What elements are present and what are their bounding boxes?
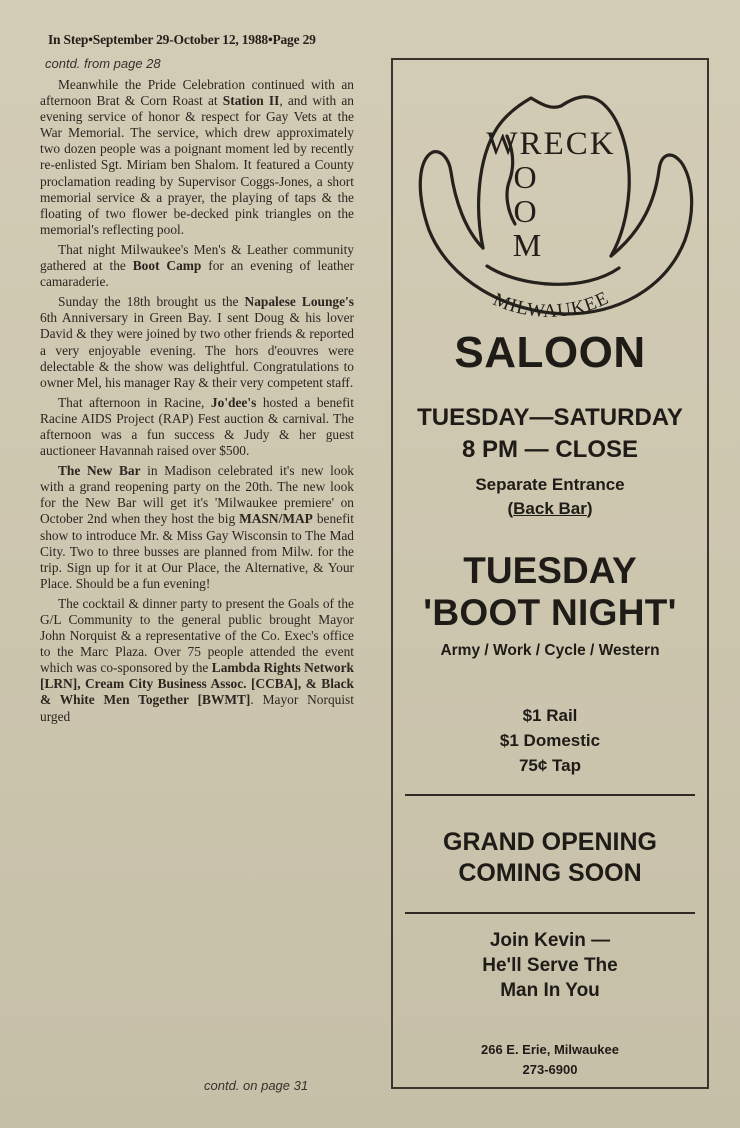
text-run: , and with an evening service of honor & respect for Gay Vets at the War Memorial. The service, which drew approximately two dozen people was a poignant moment led by recently re-enlisted Sgt. Miriam ben Shalom. It featured a County proclamation reading by Supervisor Coggs-Jones, a short memorial service & a prayer, the playing of taps & the floating of two flower be-decked pink triangles on the memorial's reflecting pool. [40,93,354,237]
wreck-room-hat-logo [405,80,697,340]
logo-word-wreck: WRECK [486,126,616,162]
article-column [40,77,354,729]
text-run: in Madison celebrated it's new look with a grand reopening party on the 20th. The new look for the New Bar will get it's 'Milwaukee premiere' on October 2nd when they host the big [40,463,354,527]
paren-close: ) [586,499,593,518]
bold-name: MASN/MAP [239,511,313,527]
article-paragraph [40,596,354,725]
text-run: 6th Anniversary in Green Bay. I sent Doug & his lover David & they were joined by two other friends & reported a very enjoyable evening. The hors d'eouvres were delectable & the show was delightful. Congratulations to owner Mel, his manager Ray & their very competent staff. [40,310,354,390]
article-paragraph [40,242,354,290]
article-paragraph [40,294,354,391]
price-rail: $1 Rail [522,706,578,725]
text-run: That afternoon in Racine, [58,394,211,410]
bold-name: The New Bar [58,463,141,479]
event-themes: Army / Work / Cycle / Western [440,642,660,659]
address: 266 E. Erie, Milwaukee [480,1042,620,1057]
grand-opening: GRAND OPENING [443,828,657,856]
bold-name: Lambda Rights Network [LRN], Cream City Business Assoc. [CCBA], & Black & White Men Together [BWMT] [40,660,354,708]
logo-letter-o1: O [513,159,537,195]
text-run: hosted a benefit Racine AIDS Project (RAP) Fest auction & carnival. The afternoon was a fun success & Judy & her guest auctioneer Havannah raised over $500. [40,394,354,459]
event-name: 'BOOT NIGHT' [423,592,677,633]
article-paragraph [40,77,354,238]
coming-soon: COMING SOON [458,859,642,887]
text-run: benefit show to introduce Mr. & Miss Gay Wisconsin to The Mad City. Two to three busses are planned from Milw. for the trip. Sign up for it at Our Place, the Alternative, & Your Place. Should be a fun evening! [40,511,355,591]
bold-name: Napalese Lounge's [244,294,354,310]
text-run: Meanwhile the Pride Celebration continued with an afternoon Brat & Corn Roast at [40,77,354,109]
bold-name: Boot Camp [132,258,202,274]
continued-from-note: contd. from page 28 [45,56,161,71]
running-head: In Step•September 29-October 12, 1988•Page 29 [48,32,316,47]
open-hours: 8 PM — CLOSE [461,436,639,463]
text-run: That night Milwaukee's Men's & Leather community gathered at the [40,241,354,274]
event-day: TUESDAY [463,550,637,591]
saloon-heading: SALOON [454,328,646,377]
article-paragraph [40,463,354,592]
phone-number: 273-6900 [522,1062,578,1077]
join-line: Join Kevin — [489,930,611,951]
logo-letter-m: M [512,227,542,263]
bold-name: Station II [222,93,280,109]
logo-letter-o2: O [513,193,537,229]
article-paragraph [40,395,354,459]
bold-name: Jo'dee's [210,394,257,410]
back-bar-label: Back Bar [513,499,587,518]
join-line: He'll Serve The [482,955,618,976]
open-days: TUESDAY—SATURDAY [417,404,683,431]
text-run: . Mayor Norquist urged [40,692,354,724]
back-bar-note [393,499,707,519]
join-line: Man In You [500,980,600,1001]
text-run: Sunday the 18th brought us the [58,294,245,310]
wreck-room-advertisement [391,58,709,1089]
continued-to-note: contd. on page 31 [204,1078,309,1093]
price-tap: 75¢ Tap [518,756,582,775]
divider-rule [405,912,695,914]
logo-city-arc: MILWAUKEE [489,287,613,322]
entrance-note: Separate Entrance [475,475,625,494]
text-run: for an evening of leather camaraderie. [40,258,354,290]
divider-rule [405,794,695,796]
price-domestic: $1 Domestic [499,731,601,750]
paren-open: ( [507,499,514,518]
text-run: The cocktail & dinner party to present the Goals of the G/L Community to the general public brought Mayor John Norquist & a representative of the Co. Exec's office to the Marc Plaza. Over 75 people attended the event which was co-sponsored by the [40,595,354,676]
